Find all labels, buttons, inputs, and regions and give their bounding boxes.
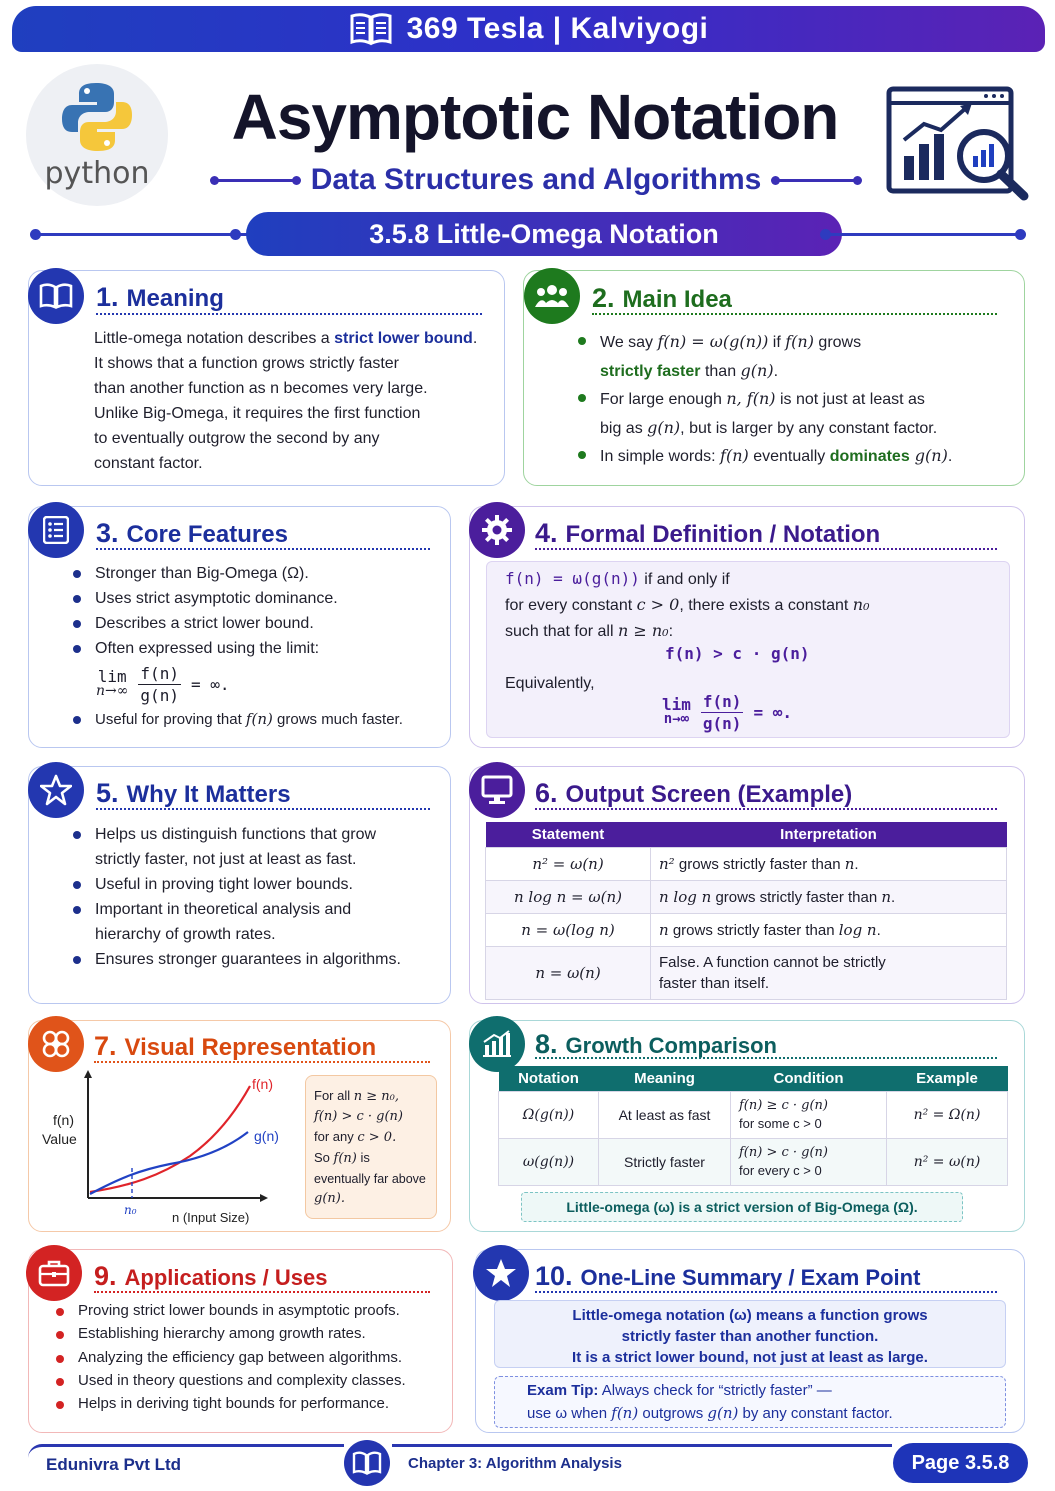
visual-note: For all n ≥ n₀, f(n) > c · g(n) for any c > 0. So f(n) is eventually far above g(n). bbox=[305, 1075, 437, 1219]
y-label-1: f(n) bbox=[53, 1112, 74, 1128]
page-subtitle: Data Structures and Algorithms bbox=[310, 163, 762, 196]
python-logo-text: python bbox=[44, 155, 150, 191]
output-screen-title: 6. Output Screen (Example) bbox=[535, 778, 853, 808]
x-axis-arrow bbox=[260, 1194, 268, 1202]
core-features-title: 3. Core Features bbox=[96, 518, 288, 548]
title-underline bbox=[535, 548, 997, 550]
list-item: Useful in proving tight lower bounds. bbox=[73, 872, 445, 897]
page-title: Asymptotic Notation bbox=[231, 81, 839, 153]
table-row: n = ω(n) False. A function cannot be strictly faster than itself. bbox=[486, 947, 1007, 1000]
footer-company: Edunivra Pvt Ltd bbox=[46, 1455, 182, 1474]
column-header: Notation bbox=[518, 1070, 579, 1087]
table-row: n log n = ω(n) n log n grows strictly faster than n. bbox=[486, 881, 1007, 914]
list-item: Stronger than Big-Omega (Ω). bbox=[73, 561, 445, 586]
main-idea-bullets bbox=[578, 328, 1018, 471]
list-item: Ensures stronger guarantees in algorithms. bbox=[73, 947, 445, 972]
title-underline bbox=[96, 313, 482, 315]
list-item: Useful for proving that f(n) grows much faster. bbox=[73, 707, 445, 732]
list-item: Helps us distinguish functions that grow strictly faster, not just at least as fast. bbox=[73, 822, 445, 872]
divider bbox=[212, 179, 299, 182]
list-item: Establishing hierarchy among growth rates. bbox=[56, 1322, 446, 1345]
meaning-text: Little-omega notation describes a strict lower bound. It shows that a function grows strictly faster than another function as n becomes very large. Unlike Big-Omega, it requires the first function to eventually outgrow the second by any constant factor. bbox=[94, 330, 478, 472]
column-header: Condition bbox=[773, 1070, 844, 1087]
title-underline bbox=[94, 1061, 430, 1063]
star-icon bbox=[28, 762, 84, 818]
title-underline bbox=[96, 548, 430, 550]
growth-comparison-title: 8. Growth Comparison bbox=[535, 1029, 777, 1059]
table-row: n² = ω(n) n² grows strictly faster than n. bbox=[486, 848, 1007, 881]
summary-title: 10. One-Line Summary / Exam Point bbox=[535, 1261, 921, 1291]
table-row: ω(g(n)) Strictly faster f(n) > c · g(n) for every c > 0 n² = ω(n) bbox=[499, 1139, 1008, 1186]
monitor-icon bbox=[469, 762, 525, 818]
main-idea-title: 2. Main Idea bbox=[592, 283, 732, 313]
list-item: We say f(n) = ω(g(n)) if f(n) grows strictly faster than g(n). bbox=[578, 328, 1018, 385]
list-item: Analyzing the efficiency gap between algorithms. bbox=[56, 1346, 446, 1369]
limit-formula: lim n→∞ $\frac{f(n)}{g(n)}$ = ∞. bbox=[96, 663, 230, 705]
growth-curve-plot bbox=[40, 1068, 300, 1228]
column-header: Interpretation bbox=[780, 826, 877, 843]
list-item: Used in theory questions and complexity classes. bbox=[56, 1369, 446, 1392]
formal-definition-title: 4. Formal Definition / Notation bbox=[535, 518, 881, 548]
python-snake-icon bbox=[59, 80, 135, 154]
title-underline bbox=[94, 1291, 430, 1293]
column-header: Meaning bbox=[634, 1070, 695, 1087]
y-label-2: Value bbox=[42, 1131, 77, 1147]
table-row: Ω(g(n)) At least as fast f(n) ≥ c · g(n) for some c > 0 n² = Ω(n) bbox=[499, 1092, 1008, 1139]
top-banner bbox=[12, 6, 1045, 52]
briefcase-icon bbox=[26, 1245, 82, 1301]
title-underline bbox=[535, 1291, 997, 1293]
visual-representation-title: 7. Visual Representation bbox=[94, 1031, 377, 1061]
table-row: n = ω(log n) n grows strictly faster than log n. bbox=[486, 914, 1007, 947]
inequality: f(n) > c · g(n) bbox=[665, 644, 810, 663]
list-item: In simple words: f(n) eventually dominates g(n). bbox=[578, 442, 1018, 471]
list-item: Often expressed using the limit: bbox=[73, 636, 445, 661]
section-heading: 3.5.8 Little-Omega Notation bbox=[246, 212, 842, 256]
g-curve bbox=[90, 1132, 248, 1194]
core-features-bullets bbox=[73, 561, 445, 661]
list-item: Helps in deriving tight bounds for performance. bbox=[56, 1392, 446, 1415]
list-icon bbox=[28, 502, 84, 558]
list-item: Uses strict asymptotic dominance. bbox=[73, 586, 445, 611]
applications-title: 9. Applications / Uses bbox=[94, 1261, 328, 1291]
f-label: f(n) bbox=[252, 1076, 273, 1092]
summary-box: Little-omega notation (ω) means a function grows strictly faster than another function. It is a strict lower bound, not just at least as large. bbox=[494, 1300, 1006, 1368]
subtitle-row bbox=[212, 162, 860, 198]
brand-title: 369 Tesla | Kalviyogi bbox=[406, 12, 709, 45]
column-header: Statement bbox=[531, 826, 605, 843]
divider bbox=[773, 179, 860, 182]
limit-formula-2: lim n→∞ $\frac{f(n)}{g(n)}$ = ∞. bbox=[662, 691, 792, 733]
gear-icon bbox=[469, 502, 525, 558]
bar-chart-icon bbox=[469, 1016, 525, 1072]
f-curve bbox=[90, 1086, 250, 1192]
python-logo bbox=[26, 64, 168, 206]
x-label: n (Input Size) bbox=[172, 1210, 250, 1225]
definition-text: f(n) = ω(g(n)) if and only if for every constant c > 0, there exists a constant n₀ such that for all n ≥ n₀: bbox=[505, 569, 870, 640]
title-underline bbox=[535, 1057, 997, 1059]
list-item: Important in theoretical analysis and hierarchy of growth rates. bbox=[73, 897, 445, 947]
exam-tip-box: Exam Tip: Always check for “strictly faster” — use ω when f(n) outgrows g(n) by any constant factor. bbox=[494, 1376, 1006, 1428]
star-badge-icon bbox=[473, 1245, 529, 1301]
column-header: Example bbox=[916, 1070, 978, 1087]
why-it-matters-bullets bbox=[73, 822, 445, 972]
core-features-bullet-5 bbox=[73, 707, 445, 732]
analytics-chart-icon bbox=[886, 86, 1038, 204]
n0-label: n₀ bbox=[124, 1203, 137, 1217]
list-item: For large enough n, f(n) is not just at least as big as g(n), but is larger by any constant factor. bbox=[578, 385, 1018, 442]
why-it-matters-title: 5. Why It Matters bbox=[96, 778, 291, 808]
section-banner-row bbox=[30, 212, 1026, 256]
open-book-icon bbox=[349, 12, 393, 46]
list-item: Proving strict lower bounds in asymptotic proofs. bbox=[56, 1299, 446, 1322]
meaning-title: 1. Meaning bbox=[96, 282, 224, 312]
comparison-table bbox=[498, 1066, 1008, 1186]
book-icon bbox=[28, 268, 84, 324]
g-label: g(n) bbox=[254, 1128, 279, 1144]
y-axis-arrow bbox=[84, 1070, 92, 1078]
title-underline bbox=[592, 313, 997, 315]
title-underline bbox=[96, 808, 430, 810]
footer-chapter: Chapter 3: Algorithm Analysis bbox=[408, 1455, 622, 1472]
title-underline bbox=[535, 808, 997, 810]
page-number-badge: Page 3.5.8 bbox=[893, 1443, 1028, 1483]
equivalently-label: Equivalently, bbox=[505, 675, 595, 692]
list-item: Describes a strict lower bound. bbox=[73, 611, 445, 636]
group-icon bbox=[524, 268, 580, 324]
footer-book-icon bbox=[344, 1440, 390, 1486]
comparison-note: Little-omega (ω) is a strict version of Big-Omega (Ω). bbox=[521, 1192, 963, 1222]
flower-icon bbox=[28, 1016, 84, 1072]
applications-bullets bbox=[56, 1299, 446, 1415]
output-table bbox=[485, 822, 1007, 1000]
footer-rule-right bbox=[392, 1444, 892, 1447]
